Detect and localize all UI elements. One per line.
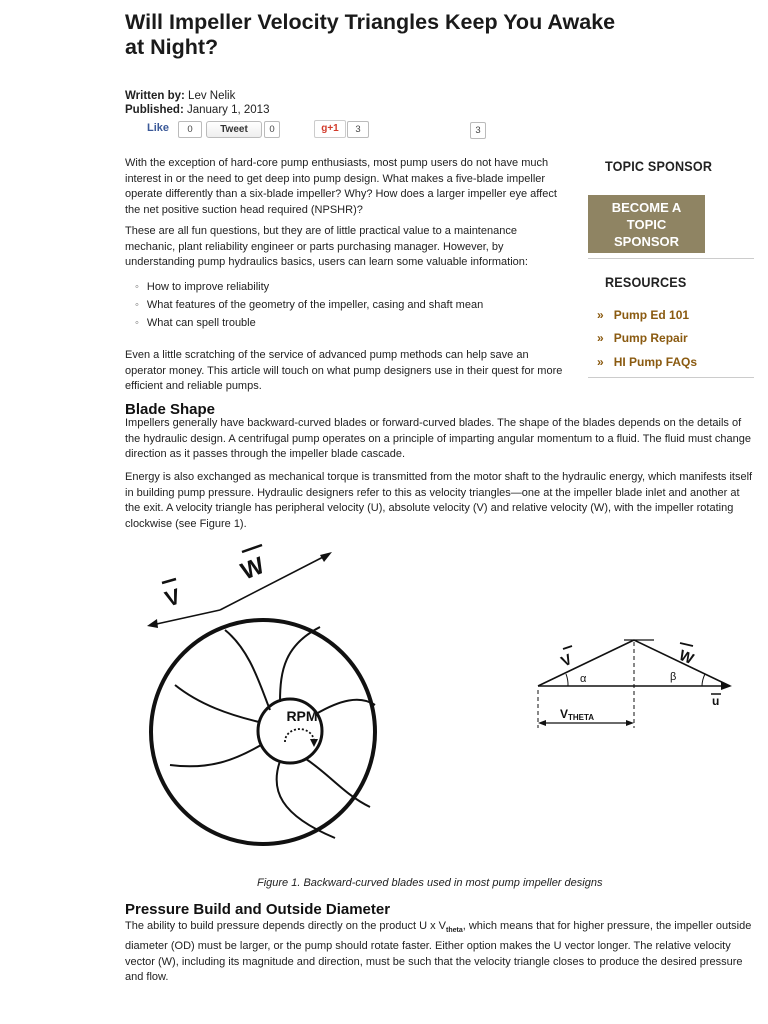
published-date: January 1, 2013	[186, 104, 270, 116]
author-name: Lev Nelik	[188, 90, 236, 102]
article-title: Will Impeller Velocity Triangles Keep You Awake at Night?	[125, 10, 616, 59]
arrowhead-icon	[147, 619, 158, 628]
benefit-list	[135, 278, 483, 332]
resource-link-hi-faqs[interactable]: » HI Pump FAQs	[597, 355, 698, 369]
section-heading-pressure: Pressure Build and Outside Diameter	[125, 901, 391, 918]
author-label: Written by:	[125, 90, 185, 102]
vtheta-label: VTHETA	[560, 707, 595, 722]
social-share-bar	[147, 120, 507, 138]
published-line	[125, 102, 269, 118]
blade-shape-paragraph-1: Impellers generally have backward-curved blades or forward-curved blades. The shape of the blades depends on the details of the hydraulic design. A centrifugal pump operates on a principle of imparting angular momentum to a fluid. The fluid must change direction as it passes through the impeller blade cascade.	[125, 417, 751, 461]
alpha-label: α	[580, 673, 587, 685]
chevron-right-icon: »	[597, 355, 604, 369]
sidebar-divider	[588, 258, 754, 259]
intro-paragraph-3: Even a little scratching of the service of advanced pump methods can help save an operator money. This article will touch on what pump designers use in their quest for more efficient and reliable pumps.	[125, 349, 563, 393]
resources-title: RESOURCES	[605, 274, 687, 290]
list-item: ◦ What can spell trouble	[135, 314, 483, 332]
arrowhead-icon	[320, 552, 332, 562]
like-count: 0	[178, 121, 202, 138]
u-label: u	[712, 694, 720, 708]
list-item: ◦ How to improve reliability	[135, 278, 483, 296]
tweet-count: 0	[264, 121, 280, 138]
become-sponsor-button[interactable]	[588, 195, 705, 253]
list-item: ◦ What features of the geometry of the impeller, casing and shaft mean	[135, 296, 483, 314]
rpm-label: RPM	[286, 708, 318, 724]
triangle-v-label: V	[558, 650, 575, 671]
intro-paragraph-1: With the exception of hard-core pump enthusiasts, most pump users do not have much interest in or the need to get deep into pump design. What makes a five-blade impeller operate differently than a six-blade impeller? Why? How does a larger impeller eye affect the net positive suction head required (NPSHR)?	[125, 157, 557, 217]
triangle-w-label: W	[676, 646, 697, 669]
sidebar-divider	[588, 377, 754, 378]
google-plus-button[interactable]: g+1	[314, 120, 346, 138]
published-label: Published:	[125, 104, 184, 116]
v-label: V	[161, 583, 184, 612]
section-heading-blade-shape: Blade Shape	[125, 401, 216, 418]
intro-paragraph-2: These are all fun questions, but they are of little practical value to a maintenance mechanic, plant reliability engineer or parts purchasing manager. However, by understanding pump hydraulics basics, users can learn some valuable information:	[125, 225, 528, 269]
figure-caption: Figure 1. Backward-curved blades used in most pump impeller designs	[257, 877, 603, 889]
gplus-count: 3	[347, 121, 369, 138]
resource-link-pump-ed[interactable]: » Pump Ed 101	[597, 308, 690, 322]
w-label: W	[237, 552, 269, 586]
become-sponsor-label: BECOME A TOPIC SPONSOR	[611, 199, 682, 249]
velocity-triangle-diagram	[530, 630, 740, 735]
w-vector-arrow	[220, 555, 327, 610]
tweet-button[interactable]: Tweet	[206, 121, 262, 138]
blade-shape-paragraph-2: Energy is also exchanged as mechanical torque is transmitted from the motor shaft to the hydraulic energy, which manifests itself in building pump pressure. Hydraulic designers refer to this as velocity triangles—one at the impeller blade inlet and another at the exit. A velocity triangle has peripheral velocity (U), absolute velocity (V) and relative velocity (W), with the impeller rotating clockwise (see Figure 1).	[125, 471, 753, 531]
facebook-like-button[interactable]: Like	[147, 122, 170, 134]
impeller-diagram	[130, 535, 420, 880]
arrowhead-icon	[626, 720, 634, 726]
v-vector-arrow	[152, 610, 220, 625]
share-count[interactable]: 3	[470, 122, 486, 139]
chevron-right-icon: »	[597, 331, 604, 345]
pressure-paragraph-1: The ability to build pressure depends directly on the product U x $V_{theta}$, which means that for higher pressure, the impeller outside diameter (OD) must be larger, or the pump should rotate faster. Either option makes the U vector longer. The relative velocity vector (W), including its magnitude and direction, must be such that the velocity triangle closes to produce the desired pressure and flow.	[125, 920, 752, 984]
beta-label: β	[670, 671, 677, 683]
resource-link-pump-repair[interactable]: » Pump Repair	[597, 331, 688, 345]
arrowhead-icon	[538, 720, 546, 726]
chevron-right-icon: »	[597, 308, 604, 322]
topic-sponsor-title: TOPIC SPONSOR	[605, 158, 713, 174]
